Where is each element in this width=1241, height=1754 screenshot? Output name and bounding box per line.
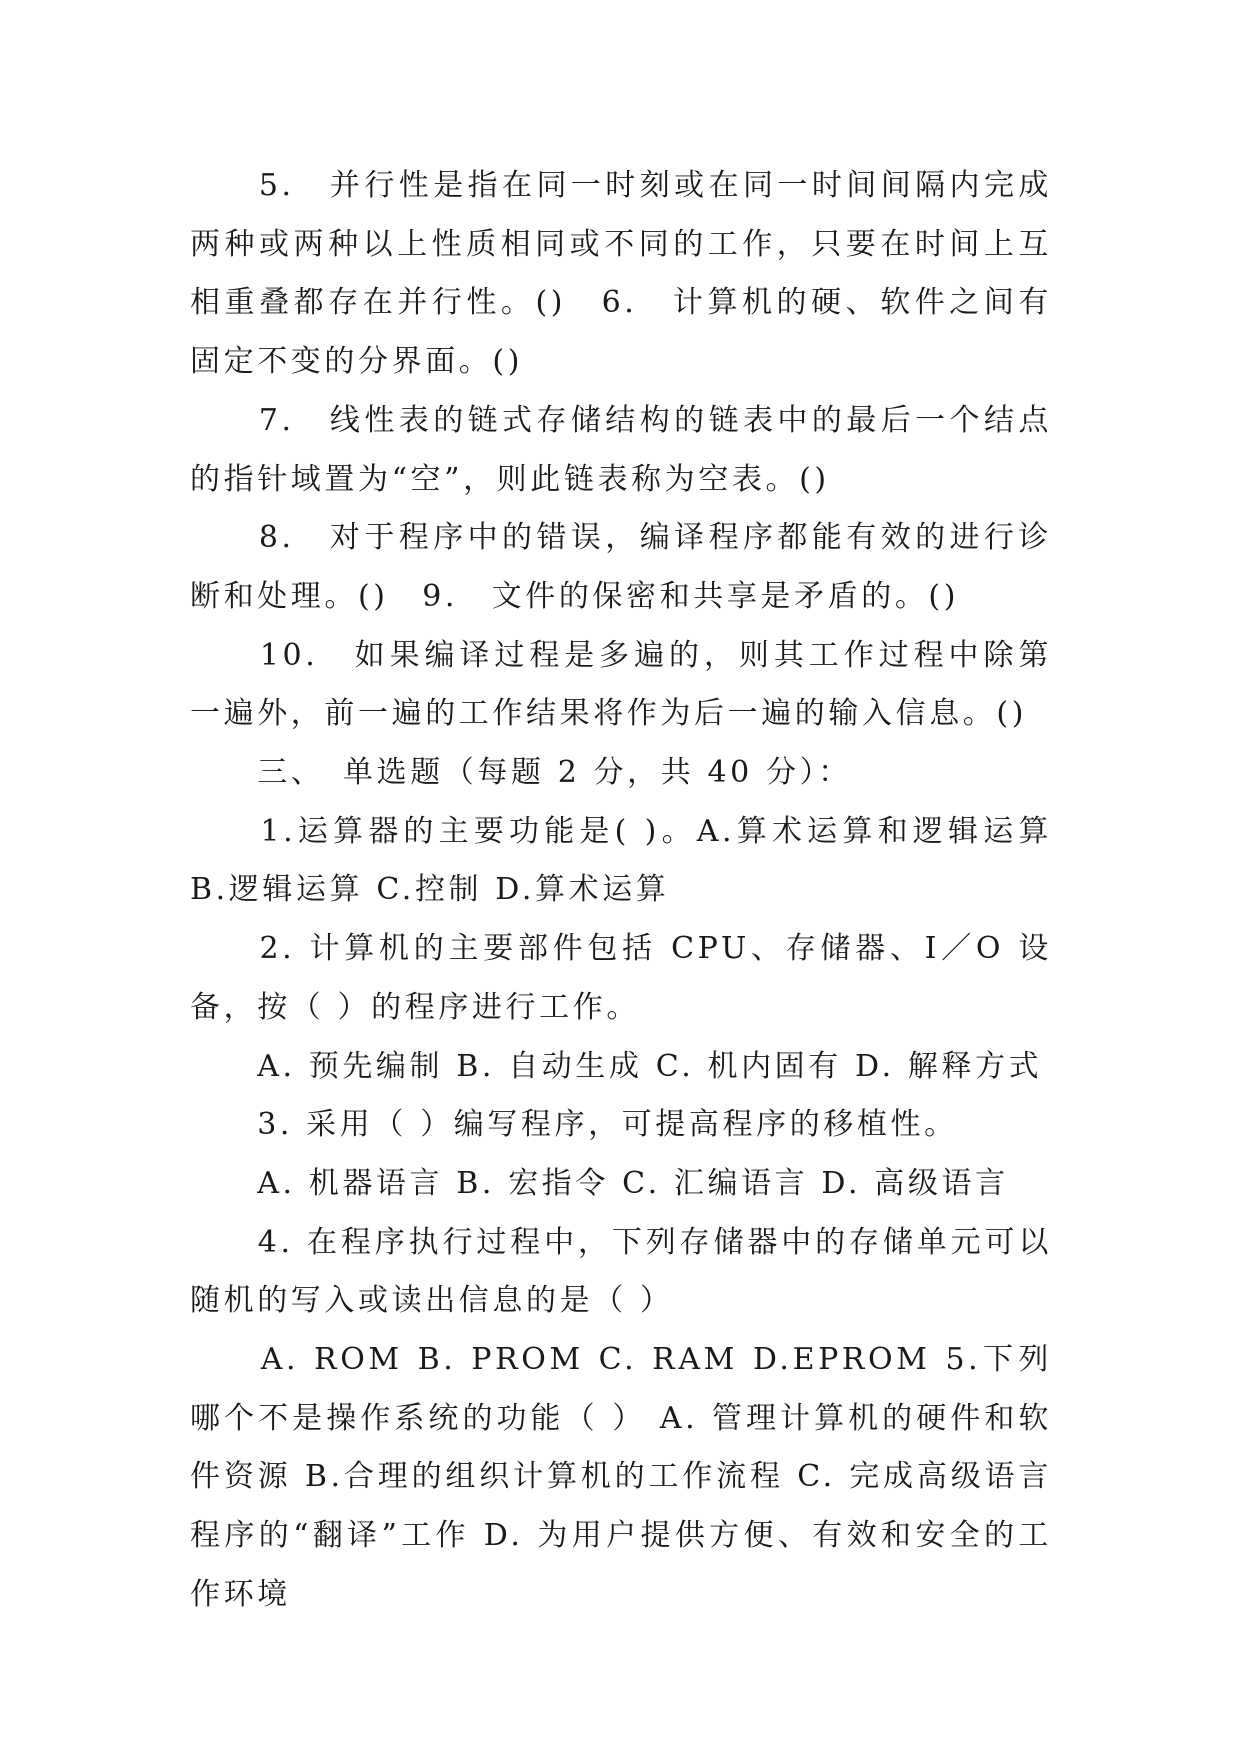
section-heading: 三、 单选题（每题 2 分，共 40 分）： <box>190 755 852 791</box>
paragraph-q5-q6: 5. 并行性是指在同一时刻或在同一时间间隔内完成两种或两种以上性质相同或不同的工作，只要在时间上互相重叠都存在并行性。() 6. 计算机的硬、软件之间有固定不变的分界面。() <box>190 168 1052 380</box>
paragraph-mc2-options: A. 预先编制 B. 自动生成 C. 机内固有 D. 解释方式 <box>190 1048 1043 1084</box>
document-body <box>190 157 1066 1625</box>
paragraph-q8-q9: 8. 对于程序中的错误，编译程序都能有效的进行诊断和处理。() 9. 文件的保密和共享是矛盾的。() <box>190 520 1052 614</box>
paragraph-q10: 10. 如果编译过程是多遍的，则其工作过程中除第一遍外，前一遍的工作结果将作为后一遍的输入信息。() <box>190 637 1052 732</box>
paragraph-mc1: 1.运算器的主要功能是( )。A.算术运算和逻辑运算 B.逻辑运算 C.控制 D.算术运算 <box>190 813 1066 908</box>
paragraph-mc2: 2. 计算机的主要部件包括 CPU、存储器、I／O 设备，按（ ）的程序进行工作。 <box>190 931 1052 1025</box>
paragraph-mc4-options-mc5: A. ROM B. PROM C. RAM D.EPROM 5.下列哪个不是操作系统的功能（ ） A. 管理计算机的硬件和软件资源 B.合理的组织计算机的工作流程 C. 完成高级语言程序的“翻译”工作 D. 为用户提供方便、有效和安全的工作环境 <box>190 1342 1052 1612</box>
paragraph-mc4: 4. 在程序执行过程中，下列存储器中的存储单元可以随机的写入或读出信息的是（ ） <box>190 1224 1052 1319</box>
paragraph-q7: 7. 线性表的链式存储结构的链表中的最后一个结点的指针域置为“空”，则此链表称为空表。() <box>190 402 1052 497</box>
paragraph-mc3-options: A. 机器语言 B. 宏指令 C. 汇编语言 D. 高级语言 <box>190 1165 1009 1201</box>
paragraph-mc3: 3. 采用（ ）编写程序，可提高程序的移植性。 <box>190 1107 958 1143</box>
